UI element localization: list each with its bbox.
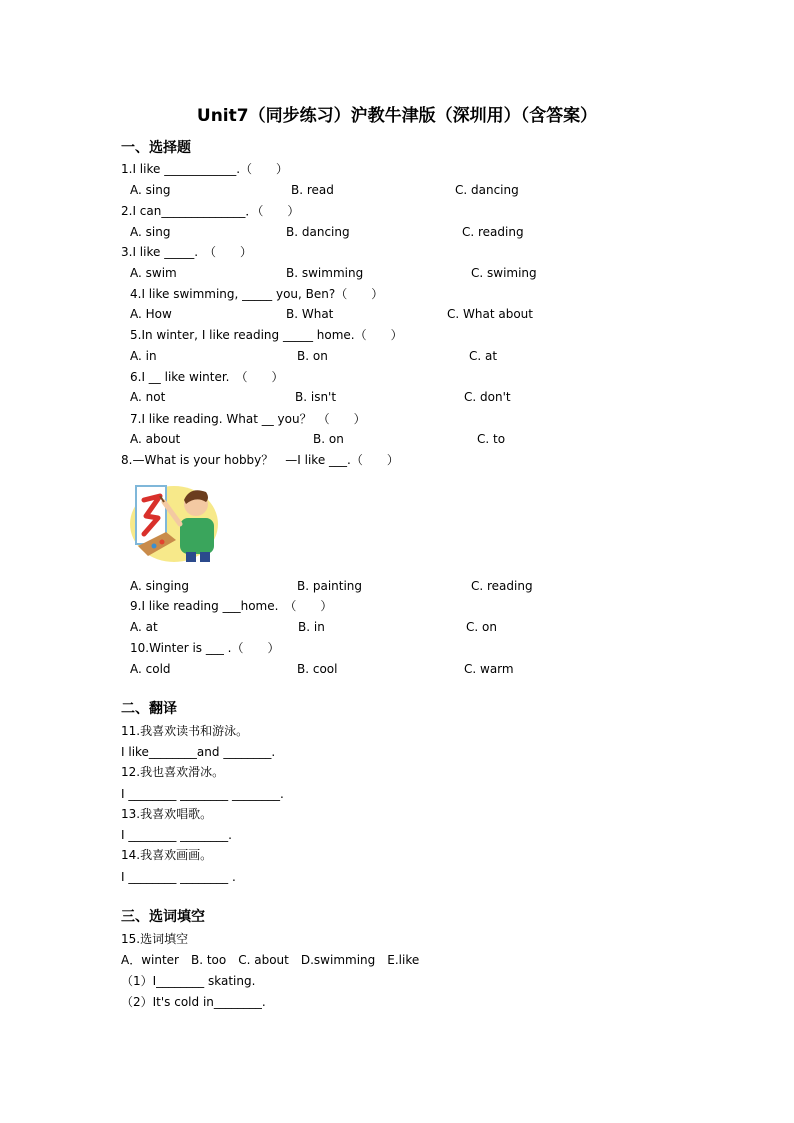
option-c: C. swiming xyxy=(471,266,537,280)
option-a: A. sing xyxy=(130,225,171,239)
question-stem: 10.Winter is ___ .（ ） xyxy=(130,641,280,655)
option-c: C. warm xyxy=(464,662,514,676)
section-heading-fill: 三、选词填空 xyxy=(121,909,205,925)
question-stem: 8.—What is your hobby？ —I like ___.（ ） xyxy=(121,453,399,467)
option-a: A. at xyxy=(130,620,158,634)
option-c: C. at xyxy=(469,349,498,363)
question-stem: 7.I like reading. What __ you？ （ ） xyxy=(130,412,366,426)
option-b: B. cool xyxy=(297,662,338,676)
option-c: C. on xyxy=(466,620,497,634)
fill-blank-item: （1）I________ skating. xyxy=(121,974,256,988)
option-b: B. swimming xyxy=(286,266,364,280)
question-stem: 1.I like ____________.（ ） xyxy=(121,162,289,176)
option-b: B. dancing xyxy=(286,225,350,239)
option-b: B. painting xyxy=(297,579,363,593)
option-b: B. in xyxy=(298,620,325,634)
option-c: C. reading xyxy=(471,579,533,593)
option-c: C. What about xyxy=(447,307,533,321)
translate-prompt: 11.我喜欢读书和游泳。 xyxy=(121,724,249,738)
option-a: A. cold xyxy=(130,662,171,676)
option-a: A. swim xyxy=(130,266,177,280)
fill-blank-item: （2）It's cold in________. xyxy=(121,995,266,1009)
option-c: C. dancing xyxy=(455,183,519,197)
question-stem: 4.I like swimming, _____ you, Ben?（ ） xyxy=(130,287,384,301)
fill-label: 15.选词填空 xyxy=(121,932,189,946)
option-b: B. What xyxy=(286,307,334,321)
translate-prompt: 12.我也喜欢滑冰。 xyxy=(121,765,225,779)
option-a: A. singing xyxy=(130,579,189,593)
option-c: C. reading xyxy=(462,225,524,239)
word-bank: A．winter B. too C. about D.swimming E.like xyxy=(121,953,420,967)
translate-answer-line: I ________ ________. xyxy=(121,828,232,842)
boy-painting-illustration xyxy=(130,476,226,564)
translate-answer-line: I ________ ________ . xyxy=(121,870,236,884)
option-c: C. to xyxy=(477,432,506,446)
section-heading-translate: 二、翻译 xyxy=(121,701,177,717)
translate-answer-line: I like________and ________. xyxy=(121,745,276,759)
option-b: B. on xyxy=(297,349,328,363)
question-stem: 6.I __ like winter. （ ） xyxy=(130,370,284,384)
option-a: A. about xyxy=(130,432,181,446)
section-heading-choice: 一、选择题 xyxy=(121,140,191,156)
translate-prompt: 13.我喜欢唱歌。 xyxy=(121,807,213,821)
question-stem: 3.I like _____. （ ） xyxy=(121,245,253,259)
translate-prompt: 14.我喜欢画画。 xyxy=(121,848,213,862)
question-stem: 5.In winter, I like reading _____ home.（ ） xyxy=(130,328,403,342)
option-a: A. in xyxy=(130,349,157,363)
option-a: A. sing xyxy=(130,183,171,197)
question-stem: 2.I can______________．（ ） xyxy=(121,204,300,218)
option-a: A. not xyxy=(130,390,166,404)
page-title: Unit7（同步练习）沪教牛津版（深圳用）（含答案） xyxy=(196,106,598,126)
option-a: A. How xyxy=(130,307,172,321)
option-c: C. don't xyxy=(464,390,511,404)
question-stem: 9.I like reading ___home. （ ） xyxy=(130,599,333,613)
option-b: B. isn't xyxy=(295,390,337,404)
option-b: B. read xyxy=(291,183,334,197)
option-b: B. on xyxy=(313,432,344,446)
translate-answer-line: I ________ ________ ________. xyxy=(121,787,284,801)
